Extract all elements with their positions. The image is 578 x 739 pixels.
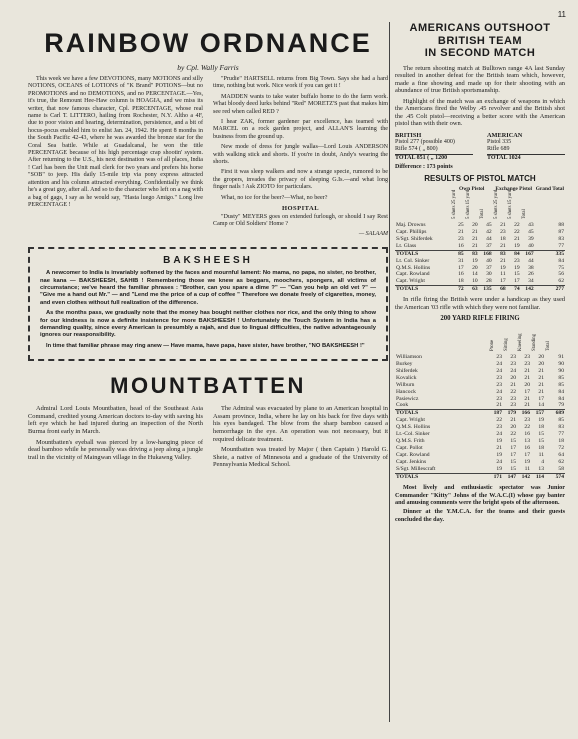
- score-cell: 21: [500, 242, 506, 249]
- score-cell: 84: [507, 250, 521, 257]
- score-cell: 19: [514, 264, 520, 271]
- shooter-name: Q.M.S. Hollins: [396, 424, 431, 431]
- score-cell: 23: [500, 229, 506, 236]
- score-cell: 19: [514, 242, 520, 249]
- score-cell: 18: [538, 424, 544, 431]
- mountbatten-headline: MOUNTBATTEN: [110, 373, 306, 399]
- shooter-name: Capt. Jenkins: [396, 458, 427, 465]
- shooter-name: Capt. Rowland: [396, 271, 430, 278]
- score-cell: 83: [493, 250, 507, 257]
- score-cell: 75: [558, 264, 564, 271]
- score-cell: 21: [524, 367, 530, 374]
- americans-article: [395, 65, 565, 128]
- score-cell: 15: [510, 437, 516, 444]
- table-row: [395, 236, 565, 243]
- score-cell: 85: [558, 381, 564, 388]
- paragraph: Mountbatten was treated by Major ( then Captain ) Harold G. Sheie, a native of Minnesota and a graduate of the University of Pennsylvania Medical School.: [213, 446, 388, 469]
- score-cell: 167: [521, 250, 535, 257]
- score-cell: 23: [510, 354, 516, 361]
- score-cell: 45: [486, 222, 492, 229]
- shooter-name: S/Sgt. Millescraft: [396, 465, 436, 472]
- score-cell: 13: [538, 465, 544, 472]
- americans-headline: AMERICANS OUTSHOOT BRITISH TEAM IN SECOND MATCH: [409, 22, 551, 59]
- score-cell: 30: [486, 271, 492, 278]
- score-cell: 23: [496, 381, 502, 388]
- score-cell: 84: [558, 388, 564, 395]
- score-cell: 21: [496, 402, 502, 409]
- score-cell: 23: [496, 374, 502, 381]
- rifle-results-title: 200 YARD RIFLE FIRING: [440, 315, 520, 323]
- table-row: [395, 271, 565, 278]
- rainbow-article: [28, 76, 388, 239]
- shooter-name: Shiferdek: [396, 367, 418, 374]
- score-cell: 10: [472, 278, 478, 285]
- score-cell: 21: [458, 229, 464, 236]
- paragraph: The Admiral was evacuated by plane to an American hospital in Assam province, India, where he lay on his back for five days with his eyes bandaged. The blow from the sharp bamboo caused a hemorrhage in the eye. An operation was not necessary, but it required delicate treatment.: [213, 405, 388, 443]
- score-cell: 21: [524, 374, 530, 381]
- score-cell: 24: [496, 361, 502, 367]
- score-cell: 21: [538, 367, 544, 374]
- column-header-label: Total: [479, 209, 485, 220]
- score-cell: 689: [545, 410, 565, 417]
- shooter-name: Cook: [396, 402, 409, 409]
- signature: — SALAAM: [358, 231, 388, 238]
- score-cell: 79: [558, 402, 564, 409]
- shooter-name: TOTALS: [395, 473, 489, 480]
- score-comparison: [395, 132, 565, 163]
- score-cell: 19: [496, 437, 502, 444]
- score-cell: 23: [514, 257, 520, 264]
- shooter-name: TOTALS: [395, 410, 489, 417]
- totals-row: [395, 286, 565, 293]
- shooter-name: TOTALS: [395, 286, 451, 293]
- score-cell: 179: [503, 410, 517, 417]
- column-header-label: 5 shots 25 yard: [451, 190, 457, 220]
- score-cell: 21: [472, 242, 478, 249]
- score-cell: 84: [558, 257, 564, 264]
- score-cell: 21: [472, 235, 478, 242]
- score-cell: 17: [510, 444, 516, 451]
- score-cell: 16: [458, 242, 464, 249]
- shooter-name: Q.M.S. Hollins: [396, 264, 431, 271]
- score-cell: 90: [558, 367, 564, 374]
- score-cell: 20: [524, 381, 530, 388]
- score-cell: 23: [458, 235, 464, 242]
- score-cell: 21: [510, 417, 516, 424]
- score-cell: 19: [524, 458, 530, 465]
- score-cell: 58: [558, 465, 564, 472]
- score-cell: 24: [496, 458, 502, 465]
- column-header: [493, 190, 507, 222]
- score-cell: 18: [500, 235, 506, 242]
- score-cell: 24: [496, 431, 502, 438]
- score-cell: 83: [465, 250, 479, 257]
- score-cell: 15: [538, 437, 544, 444]
- pistol-results-title: RESULTS OF PISTOL MATCH: [424, 174, 536, 184]
- shooter-name: Capt. Wright: [396, 417, 425, 424]
- score-cell: 21: [538, 374, 544, 381]
- score-cell: 17: [524, 388, 530, 395]
- score-cell: 14: [538, 402, 544, 409]
- column-header: [545, 325, 565, 354]
- score-cell: 23: [510, 361, 516, 367]
- table-row: [395, 417, 565, 424]
- score-cell: 11: [538, 451, 544, 458]
- score-cell: 28: [486, 278, 492, 285]
- column-header: [507, 190, 521, 222]
- footer-text: Most lively and enthusiastic spectator was Junior Commander "Kitty" Johns of the W.A.C.(I) whose gay banter and amusing comments were the bright spots of the afternoon. Dinner at the Y.M.C.A. for the teams and their guests concluded the day.: [395, 484, 565, 523]
- score-cell: 62: [558, 458, 564, 465]
- score-cell: 13: [524, 437, 530, 444]
- score-cell: 64: [558, 451, 564, 458]
- score-cell: 43: [528, 222, 534, 229]
- paragraph: In time that familiar phrase may ring anew — Have mama, have papa, have sister, have brother, "NO BAKSHEESH !": [46, 342, 365, 349]
- byline: by Cpl. Wally Farris: [177, 63, 239, 72]
- score-cell: 168: [479, 250, 493, 257]
- column-header: [479, 193, 493, 222]
- score-cell: 21: [500, 222, 506, 229]
- score-cell: 85: [558, 417, 564, 424]
- shooter-name: Kovalick: [396, 374, 417, 381]
- score-cell: 23: [496, 395, 502, 402]
- score-cell: 16: [458, 271, 464, 278]
- rainbow-ordnance-headline: RAINBOW ORDNANCE: [44, 28, 372, 58]
- score-cell: 22: [514, 229, 520, 236]
- score-cell: 85: [558, 374, 564, 381]
- table-row: [395, 361, 565, 368]
- mountbatten-col-1: [28, 405, 203, 472]
- score-cell: 24: [496, 388, 502, 395]
- score-cell: 40: [528, 242, 534, 249]
- score-cell: 114: [531, 473, 545, 480]
- table-row: [395, 438, 565, 445]
- column-header-label: Prone: [490, 339, 495, 352]
- table-row: [395, 278, 565, 285]
- score-cell: 19: [472, 257, 478, 264]
- score-cell: 87: [558, 229, 564, 236]
- table-row: [395, 368, 565, 375]
- score-cell: 45: [528, 229, 534, 236]
- score-cell: 72: [558, 444, 564, 451]
- table-row: [395, 265, 565, 272]
- paragraph: What, no ice for the beer?—What, no beer?: [221, 194, 328, 201]
- score-cell: 63: [465, 286, 479, 293]
- score-cell: 21: [500, 257, 506, 264]
- column-header: [517, 325, 531, 354]
- column-header-label: 5 shots 15 yard: [465, 190, 471, 220]
- paragraph: Admiral Lord Louis Mountbatten, head of the Southeast Asia Command, credited young American doctors to-day with saving his left eye which he had injured during an inspection of the North Burma front early in March.: [28, 405, 203, 435]
- column-header-label: 5 shots 25 yard: [493, 190, 499, 220]
- score-cell: 171: [489, 473, 503, 480]
- shooter-name: Lt.-Col. Sinker: [396, 431, 430, 438]
- paragraph: "Dusty" MEYERS goes on extended furlough, or should I say Rest Camp or Old Soldiers' Home ?: [213, 213, 388, 227]
- column-divider: [389, 22, 390, 722]
- shooter-name: TOTALS: [395, 250, 451, 257]
- score-cell: 23: [510, 395, 516, 402]
- score-cell: 24: [496, 367, 502, 374]
- table-row: [395, 375, 565, 382]
- score-cell: 15: [510, 465, 516, 472]
- table-row: [395, 431, 565, 438]
- score-cell: 20: [510, 374, 516, 381]
- score-cell: 40: [486, 257, 492, 264]
- table-row: [395, 459, 565, 466]
- score-cell: 37: [486, 242, 492, 249]
- column-header: [531, 325, 545, 354]
- shooter-name: S/Sgt. Shiferdek: [396, 235, 433, 242]
- shooter-name: Capt. Wright: [396, 278, 425, 285]
- score-cell: 142: [517, 473, 531, 480]
- score-cell: 20: [472, 222, 478, 229]
- column-header: [489, 325, 503, 354]
- table-row: [395, 402, 565, 409]
- british-scores: BRITISH Pistol 277 (possible 400) Rifle 574 ( „ 800) TOTAL 851 ( „ 1200: [395, 132, 473, 163]
- score-cell: 77: [558, 431, 564, 438]
- totals-row: [395, 473, 565, 480]
- score-cell: 15: [538, 431, 544, 438]
- score-cell: 44: [486, 235, 492, 242]
- table-row: [395, 452, 565, 459]
- score-cell: 135: [479, 286, 493, 293]
- shooter-name: Wilburn: [396, 381, 415, 388]
- score-cell: 21: [496, 444, 502, 451]
- score-cell: 23: [524, 354, 530, 361]
- table-row: [395, 382, 565, 389]
- score-cell: 19: [496, 465, 502, 472]
- page-number: 11: [557, 10, 566, 19]
- score-cell: 20: [538, 361, 544, 367]
- right-column: [395, 22, 565, 525]
- shooter-name: Capt. Phillips: [396, 229, 427, 236]
- score-cell: 21: [510, 381, 516, 388]
- score-cell: 16: [524, 431, 530, 438]
- table-row: [395, 354, 565, 361]
- score-cell: 19: [496, 451, 502, 458]
- table-row: [395, 424, 565, 431]
- paragraph: As the months pass, we gradually note that the money has bought neither clothes nor rice, and the only thing to show for our kindness is now a definite insistence for more BAKSHEESH ! Unfortunately the Touch System in India has a demanding quality, since every American is presumbly a rajah, and due to lingual difficulties, the native advantageously ignores our reasponsibility.: [40, 310, 376, 339]
- score-cell: 22: [510, 431, 516, 438]
- shooter-name: Capt. Rowland: [396, 451, 430, 458]
- score-cell: 84: [558, 395, 564, 402]
- score-cell: 42: [486, 229, 492, 236]
- score-cell: 21: [538, 381, 544, 388]
- score-cell: 17: [500, 278, 506, 285]
- table-row: [395, 466, 565, 473]
- score-cell: 56: [558, 271, 564, 278]
- table-row: [395, 396, 565, 403]
- score-cell: 11: [524, 465, 530, 472]
- score-cell: 335: [535, 250, 565, 257]
- score-cell: 142: [521, 286, 535, 293]
- score-cell: 85: [451, 250, 465, 257]
- score-cell: 72: [451, 286, 465, 293]
- score-cell: 62: [558, 278, 564, 285]
- score-cell: 23: [510, 402, 516, 409]
- mountbatten-article: [28, 405, 388, 472]
- score-cell: 23: [524, 361, 530, 367]
- score-cell: 147: [503, 473, 517, 480]
- shooter-name: Pasiewicz: [396, 395, 419, 402]
- score-cell: 44: [528, 257, 534, 264]
- shooter-name: Burkey: [396, 361, 413, 367]
- hospital-subhead: HOSPITAL: [281, 205, 320, 213]
- score-cell: 23: [496, 354, 502, 361]
- score-cell: 90: [558, 361, 564, 367]
- rifle-results-table: [395, 325, 565, 480]
- score-cell: 166: [517, 410, 531, 417]
- score-cell: 34: [528, 278, 534, 285]
- shooter-name: Hancock: [396, 388, 416, 395]
- score-cell: 14: [472, 271, 478, 278]
- paragraph: The return shooting match at Bulltown range 4A last Sunday resulted in another defeat for the British team which, however, made a fine showing and made up for their shooting with an abundance of true British sportsmanship.: [395, 64, 565, 94]
- pistol-results-table: Own Pistol Exchange Pistol Grand Total 5 shots 25 yard 5 shots 15 yard Total 5 shots 25 yard 5 shots 15 yard Total Maj. Drowns 25 20 45 21 22 43 88 Capt. Phillips 21 21 42 23 22 45 87 S/Sgt. Shiferdek 23 21 44 18 21 39 83 Lt. Glass 16 21 37 21 19 40 77 TOTALS 85 83 168 83 84 167 335 Lt. Col. Sinker 31 19 40 21 23 44 84 Q.M.S. Hollins 17 20 37 19 19 38 75 Capt. Rowland 16 14 30 11 15 26 56 Capt. Wright 18 10 28 17 17 34 62 TOTALS 72 63 135 68 74 142 277: [396, 186, 564, 293]
- paragraph: Mountbatten's eyeball was pierced by a low-hanging piece of dead bamboo while he personally was driving a jeep along a jungle trail in the vicinity of Maingwan village in the Hukawng Valley.: [28, 438, 203, 461]
- shooter-name: Williamson: [396, 354, 422, 361]
- score-cell: 21: [524, 402, 530, 409]
- score-cell: 22: [524, 424, 530, 431]
- score-cell: 18: [538, 444, 544, 451]
- score-cell: 21: [524, 395, 530, 402]
- score-cell: 74: [507, 286, 521, 293]
- difference: Difference : 173 points: [395, 164, 453, 171]
- american-scores: AMERICAN Pistol 335 Rifle 689 TOTAL 1024: [473, 132, 565, 163]
- shooter-name: Q.M.S. Frith: [396, 437, 425, 444]
- paragraph: New mode of dress for jungle wallas—Lord Louis ANDERSON with walking stick and shorts. If you're in doubt, Andy's wearing the shorts.: [213, 144, 388, 166]
- totals-row: [395, 250, 565, 257]
- score-cell: 88: [558, 222, 564, 229]
- score-cell: 83: [558, 424, 564, 431]
- score-cell: 187: [489, 410, 503, 417]
- paragraph: This week we have a few DEVOTIONS, many MOTIONS and silly NOTIONS, OCEANS of LOTIONS of "K Brand" POTIONS—but no PROMOTIONS and no DEMOTIONS, and no PERCENTAGE.—Yes, it's true, the Remount Hee-Haw column is HOAGIA, and we miss its writer, that now famous character, Cpl. PERCENTAGE, whose real name is Carl T. LITTERO, hailing from Rochester, N.Y. Altho a 4F, due to poor vision and hearing, determination, persistence, and a bit of hocus-pocus enabled him to enlist Jan. 24, 1942. He spent 8 months in the South Pacific 42-43, where he was awarded the bronze star for the Coral Sea battle. While at Guadalcanal, he won the title PERCENTAGE because of his high percentage crap shootin' system. After returning to the U.S., his next destination was of all places, India ! Carl has been the Unit mail clerk for two years and prefers his horse "SOB" to jeep. His daily 15-mile trip via pony express attracted attention and his column attracted everything. Confidentially we think he's a great guy, after all. And so to the character who left on a nag with a bag of gags, I say as he would say, "Hasta luego Amigo." Long live PERCENTAGE !: [28, 76, 203, 208]
- column-header: [521, 193, 535, 222]
- score-cell: 17: [514, 278, 520, 285]
- score-cell: 23: [496, 424, 502, 431]
- score-cell: 77: [558, 242, 564, 249]
- rainbow-col-1: [28, 76, 203, 239]
- score-cell: 157: [531, 410, 545, 417]
- column-header-label: Kneeling: [518, 333, 523, 352]
- table-row: [395, 243, 565, 250]
- score-cell: 15: [514, 271, 520, 278]
- column-header: [465, 190, 479, 222]
- left-column: [28, 22, 388, 472]
- score-cell: 20: [538, 354, 544, 361]
- score-cell: 19: [538, 417, 544, 424]
- column-header-label: Standing: [532, 334, 537, 352]
- shooter-name: Lt. Glass: [396, 242, 417, 249]
- score-cell: 574: [545, 473, 565, 480]
- score-cell: 17: [458, 264, 464, 271]
- table-row: [395, 445, 565, 452]
- totals-row: [395, 410, 565, 417]
- score-cell: 18: [558, 437, 564, 444]
- score-cell: 16: [524, 444, 530, 451]
- paragraph: First it was sleep walkers and now a strange specie, rumored to be the gropers, invades the privacy of sleeping G.Is.—and what long finger nails ! Ask ZIOTO for particulars.: [213, 169, 388, 191]
- score-cell: 26: [528, 271, 534, 278]
- score-cell: 37: [486, 264, 492, 271]
- shooter-name: Lt. Col. Sinker: [396, 257, 430, 264]
- column-header-label: Sitting: [504, 338, 509, 352]
- column-header-label: Total: [546, 341, 551, 352]
- score-cell: 17: [538, 395, 544, 402]
- score-cell: 20: [510, 424, 516, 431]
- score-cell: 19: [500, 264, 506, 271]
- paragraph: "Prudie" HARTSELL returns from Big Town. Says she had a hard time, nothing but work. Nice work if you can get it !: [213, 76, 388, 90]
- score-cell: 15: [510, 458, 516, 465]
- table-row: [395, 229, 565, 236]
- rifle-note: In rifle firing the British were under a handicap as they used the American '03 rifle with which they were not familiar.: [395, 296, 565, 311]
- score-cell: 277: [535, 286, 565, 293]
- paragraph: A newcomer to India is invariably softened by the faces and mournful lament: No mama, no papa, no sister, no brother, nae kana — BAKSHEESH, SAHIB ! Remembering those we knew as beggars, moochers, spongers, all victims of circumstance; we've heard the familiar phrases : "Brother, can you spare a dime ?" — "Can you help an old vet ?" — "Give me a hand out Mr." — and "Lend me the price of a cup of coffee " Therefore we donate freely of cigarettes, money, and even clothes without full realization of the difference.: [40, 270, 376, 306]
- column-header: [451, 190, 465, 222]
- score-cell: 21: [472, 229, 478, 236]
- column-header-label: Total: [521, 209, 527, 220]
- score-cell: 24: [510, 367, 516, 374]
- table-row: [395, 389, 565, 396]
- score-cell: 17: [510, 451, 516, 458]
- score-cell: 20: [472, 264, 478, 271]
- baksheesh-box: [28, 247, 388, 361]
- score-cell: 83: [558, 235, 564, 242]
- score-cell: 38: [528, 264, 534, 271]
- paragraph: Highlight of the match was an exchange of weapons in which the Americans fired the Welby .45 revolver and the British shot the .45 Colt pistol—receiving a better score with the American pistol than with their own.: [395, 97, 565, 127]
- score-cell: 22: [510, 388, 516, 395]
- table-row: [395, 222, 565, 229]
- score-cell: 17: [524, 451, 530, 458]
- mountbatten-col-2: [213, 405, 388, 472]
- score-cell: 21: [514, 235, 520, 242]
- score-cell: 39: [528, 235, 534, 242]
- paragraph: I hear ZAK, former gardener par excellence, has teamed with MARCEL on a rock garden project, and ALLAN'S learning the business from the ground up.: [213, 119, 388, 140]
- score-cell: 31: [458, 257, 464, 264]
- score-cell: 23: [524, 417, 530, 424]
- baksheesh-headline: BAKSHEESH: [163, 254, 253, 266]
- score-cell: 22: [514, 222, 520, 229]
- column-header-label: 5 shots 15 yard: [507, 190, 513, 220]
- score-cell: 11: [500, 271, 506, 278]
- score-cell: 21: [538, 388, 544, 395]
- score-cell: 91: [558, 354, 564, 361]
- score-cell: 68: [493, 286, 507, 293]
- table-row: [395, 258, 565, 265]
- shooter-name: Capt. Pollot: [396, 444, 423, 451]
- score-cell: 18: [458, 278, 464, 285]
- column-header: [503, 325, 517, 354]
- rainbow-col-2: [213, 76, 388, 239]
- score-cell: 4: [541, 458, 544, 465]
- score-cell: 22: [496, 417, 502, 424]
- score-cell: 25: [458, 222, 464, 229]
- shooter-name: Maj. Drowns: [396, 222, 426, 229]
- paragraph: MADDEN wants to take water buffalo home to do the farm work. What bloody deed lurks behind "Red" MORETZ'S past that makes him see red when called RED ?: [213, 93, 388, 115]
